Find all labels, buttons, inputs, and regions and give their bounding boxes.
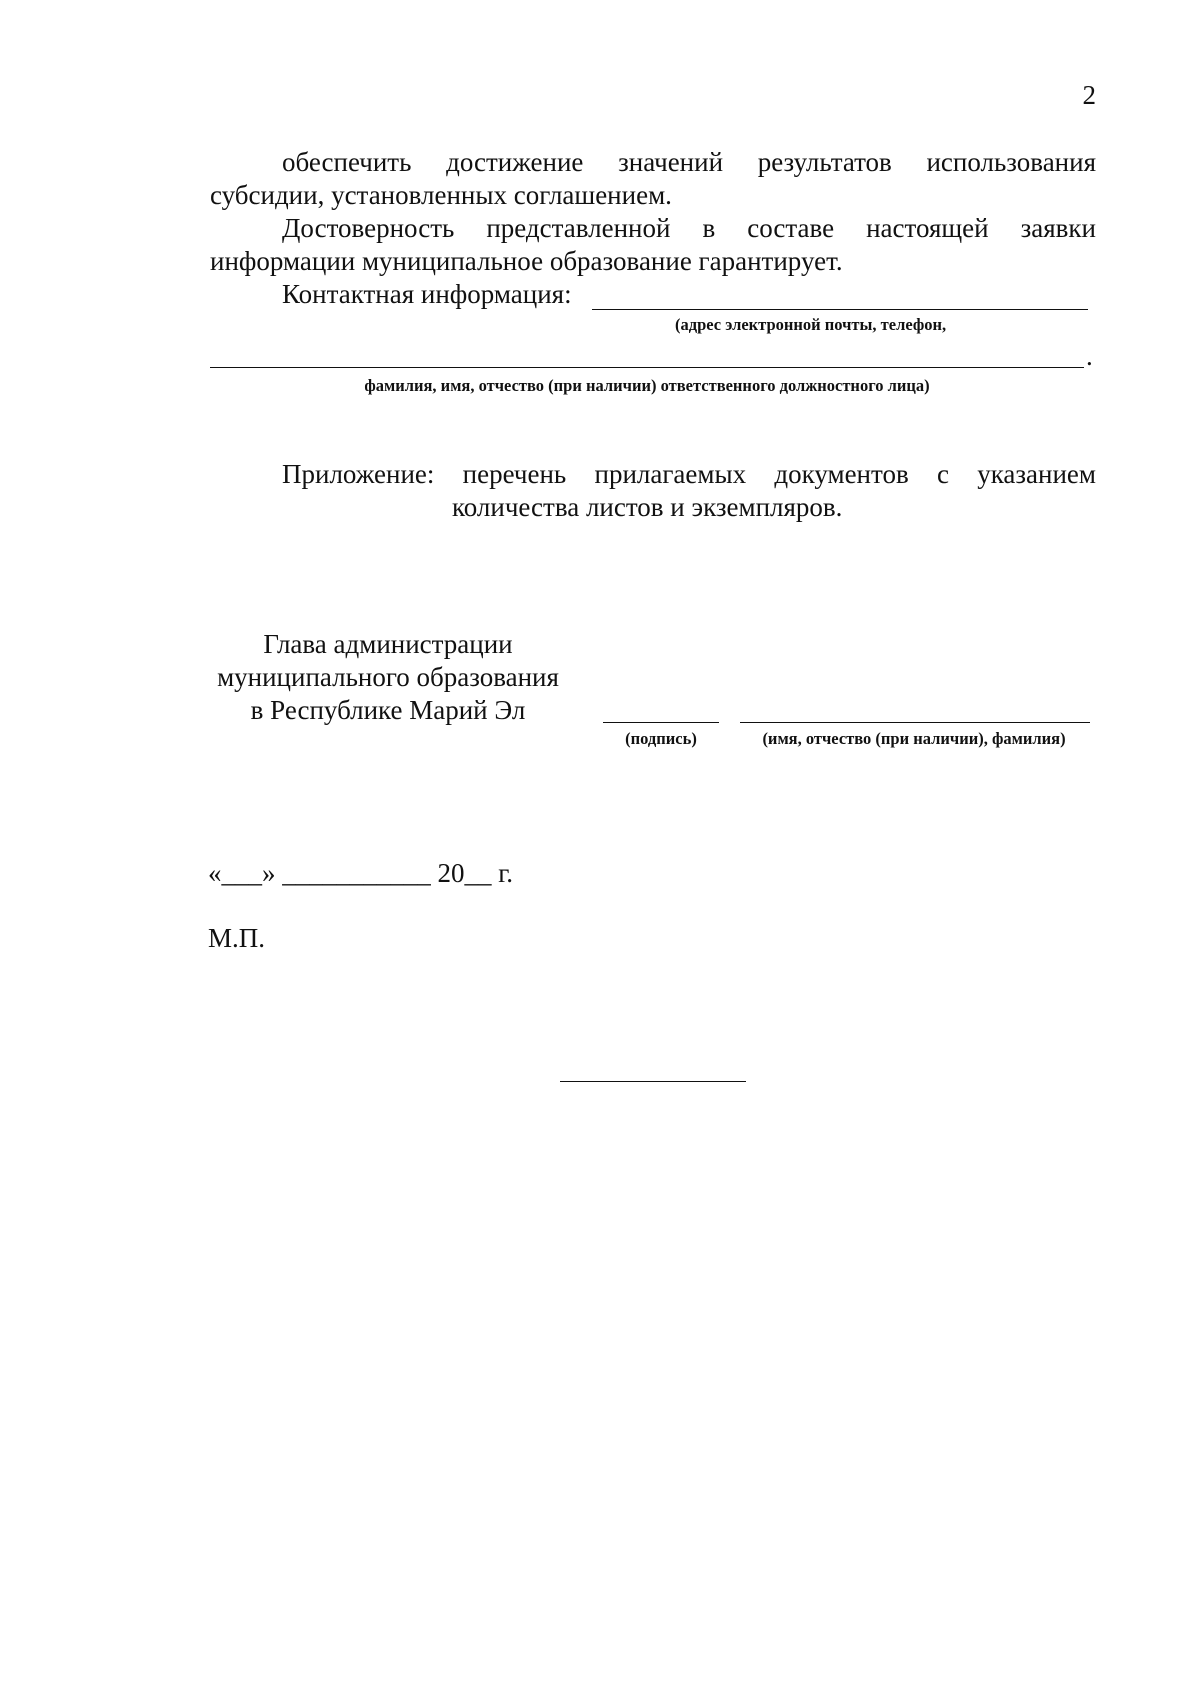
signature-field-line bbox=[603, 722, 719, 723]
contact-label: Контактная информация: bbox=[282, 279, 572, 309]
paragraph-1-line-1: обеспечить достижение значений результатов использования bbox=[282, 147, 1096, 177]
closing-separator-line bbox=[560, 1081, 746, 1082]
attachment-line-1: Приложение: перечень прилагаемых документов с указанием bbox=[282, 459, 1096, 489]
contact-hint-1: (адрес электронной почты, телефон, bbox=[675, 315, 947, 334]
signatory-line-2: муниципального образования bbox=[217, 662, 559, 692]
signature-hint: (подпись) bbox=[625, 729, 697, 748]
paragraph-1-line-2: субсидии, установленных соглашением. bbox=[210, 180, 672, 210]
attachment-line-2: количества листов и экземпляров. bbox=[452, 492, 843, 522]
contact-hint-2: фамилия, имя, отчество (при наличии) ответственного должностного лица) bbox=[364, 376, 930, 395]
contact-field-line bbox=[592, 309, 1088, 310]
name-field-line bbox=[740, 722, 1090, 723]
stamp-label: М.П. bbox=[208, 923, 266, 953]
contact-field-line-2 bbox=[210, 367, 1084, 368]
page-number: 2 bbox=[1082, 80, 1096, 110]
date-line: «___» ___________ 20__ г. bbox=[208, 858, 514, 888]
paragraph-2-line-2: информации муниципальное образование гарантирует. bbox=[210, 246, 843, 276]
signatory-line-3: в Республике Марий Эл bbox=[250, 695, 526, 725]
paragraph-2-line-1: Достоверность представленной в составе настоящей заявки bbox=[282, 213, 1096, 243]
signatory-line-1: Глава администрации bbox=[263, 629, 513, 659]
name-hint: (имя, отчество (при наличии), фамилия) bbox=[762, 729, 1066, 748]
contact-dot: . bbox=[1086, 341, 1093, 371]
